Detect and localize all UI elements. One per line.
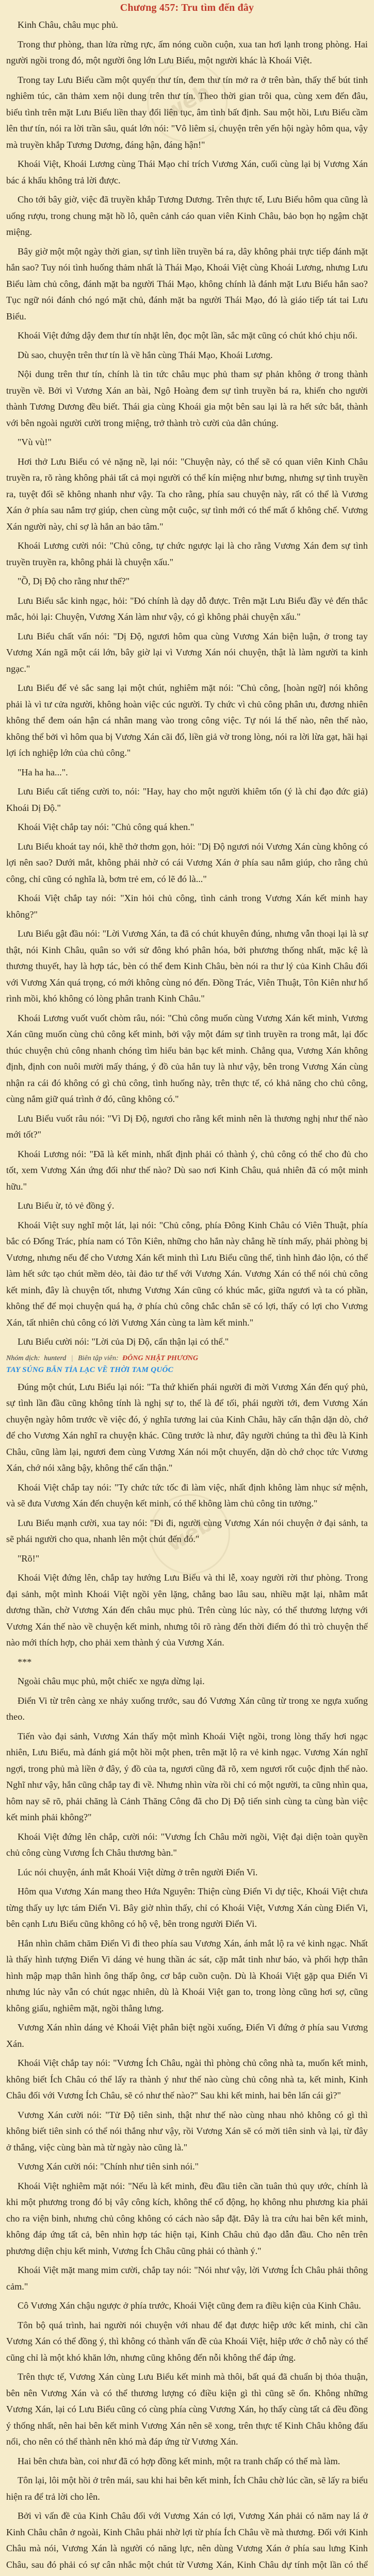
paragraph: Khoái Việt, Khoái Lương cùng Thái Mạo chỉ trích Vương Xán, cuối cùng lại bị Vương Xán bác á khẩu không trả lời được. <box>6 159 368 185</box>
paragraph: Tôn bộ quá trình, hai người nói chuyện với nhau để đạt được hiệp ước kết minh, chỉ cần Vương Xán có thể đồng ý, thì không có thành vấn đề của Khoái Việt, hiệp ước ở chỗ này có thể cũng chỉ là một khó khăn lớn, nhưng cũng không đến nỗi không thể đáp ứng. <box>6 2319 368 2363</box>
paragraph: Lưu Biểu sắc kinh ngạc, hỏi: "Đó chính là dạy dỗ được. Trên mặt Lưu Biểu đầy vẻ đến thắc mắc, hỏi lại: Chuyện, Vương Xán làm như vậy, có gì không phải chuyện xấu." <box>6 595 368 622</box>
chapter-body-part3 <box>6 1379 368 2576</box>
paragraph: Lưu Biểu cất tiếng cười to, nói: "Hay, hay cho một người khiêm tốn (ý là chỉ đạo đức giả) Khoái Dị Độ." <box>6 786 368 813</box>
paragraph: Khoái Việt chắp tay nói: "Chủ công quá khen." <box>18 822 194 832</box>
paragraph: Khoái Việt mặt mang mim cười, chắp tay nói: "Nói như vậy, lời Vương Ích Châu phải thông cảm." <box>6 2265 368 2292</box>
paragraph: Lưu Biểu vuốt râu nói: "Vì Dị Độ, ngươi cho rằng kết minh nên là thương nghị như thế nào mới tốt?" <box>6 1113 368 1140</box>
credits-block <box>6 1353 368 1375</box>
paragraph: Lưu Biểu để vẻ sắc sang lại một chút, nghiêm mặt nói: "Chủ công, [hoàn ngữ] nói không phải là vì tư cửa người, không hoàn việc cúc người. Ty chức vì chủ công phân ưu, đương nhiên không thể đem oán hận cá nhân mang vào trong công việc. Tự nói lá thế nào, nên thế nào, không thể bởi vì hôm qua bị Vương Xán cãi đổ, liền giả vờ trong lòng, nói ra lời lừa gạt, hãi hại lợi ích nghiệp lớn của chủ công." <box>6 683 368 758</box>
paragraph: Bởi vì vấn đề của Kinh Châu đối với Vương Xán có lợi, Vương Xán phải có năm nay lá ở Kinh Châu chân ở ngoài, Kinh Châu phải nhờ lợi từ phía Ích Châu về mà thương. Đối với Kinh Châu mà nói, Vương Xán là người có năng lực, nên dùng Vương Xán ở phía sau lưng Kinh Châu, sau đó phải có sự cân nhắc một chút từ Vương Xán, Kinh Châu dự tính một lần có thể <box>6 2511 368 2570</box>
paragraph: Hắn nhìn chăm chăm Điển Vi đi theo phía sau Vương Xán, ánh mắt lộ ra vẻ kinh ngạc. Nhất là thấy hình tượng Điển Vi dáng vẻ hung thần ác sát, cặp mắt tinh như báo, và phối hợp thân hình mập mạp thân hình ông thấp ông, cơ bắp cuồn cuộn. Dù là Khoái Việt gặp qua Điển Vi nhưng lúc này vẫn có chút ngạc nhiên, dù là Khoái Việt gan to, trong lòng cũng hơi sợ, cũng không giấu, nghiêm mặt, ngồi thẳng lưng. <box>6 1938 368 2013</box>
group-label: Nhóm dịch: <box>6 1354 40 1362</box>
paragraph: Nội dung trên thư tín, chính là tin tức châu mục phủ tham sự phản không ở trong thành truyền về. Bởi vì Vương Xán an bài, Ngô Hoàng đem sự tình truyền bá ra, khiến cho người thành Tương Dương đều biết. Thái gia cùng Khoái gia một bên sau lại là ra hết sức bắt, thành với bên ngoài người cười trong miệng, trở thành trò cười của dân chúng. <box>6 369 368 428</box>
paragraph: Khoái Lương cười nói: "Chủ công, tự chức ngược lại là cho rằng Vương Xán đem sự tình truyền truyền ra, không phải là chuyện xấu." <box>6 540 368 567</box>
paragraph: Lưu Biểu mạnh cười, xua tay nói: "Đi đi, người cùng Vương Xán nói chuyện ở đại sảnh, ta sẽ phái người cho qua, nhanh lên một chút đến đó." <box>6 1517 368 1544</box>
paragraph: Khoái Việt chắp tay nói: "Vương Ích Châu, ngài thì phòng chủ công nhà ta, muốn kết minh, không biết Ích Châu có thể lấy ra thành ý như thế nào cùng chủ công nhà ta, kết minh, Kinh Châu đối với Vương Ích Châu, sẽ có như thế nào?" Sau khi kết minh, hai bên lấn cái gì?" <box>6 2058 368 2100</box>
paragraph: Đúng một chút, Lưu Biểu lại nói: "Ta thứ khiến phái người đi mời Vương Xán đến quý phủ, sự tình lần đầu cũng không tính là nghị sự to, thế là để tối, phái người tới, đem Vương Xán chuyện ngày hôm trước về việc đó, ý nghĩa tương lai của Kinh Châu, hãy cẩn thận dặn dò, chớ để cho Vương Xán nghĩ ra chuyện khác. Cũng trước là như, đây người chúng ta thì đều là Kinh Châu, cũng làm lại, ngươi đem cùng Vương Xán nói một chuyến, dặn dò chớ chọc tức Vương Xán, chớ nói xằng bậy, không thể cẩn thận." <box>6 1381 368 1473</box>
watermark-logo: web <box>132 47 242 157</box>
paragraph: Lưu Biểu ừ, tỏ vẻ đồng ý. <box>18 1200 115 1211</box>
chapter-body-part1 <box>6 17 368 761</box>
paragraph: Lúc nói chuyện, ánh mắt Khoái Việt dừng ở trên người Điển Vi. <box>18 1867 258 1877</box>
paragraph: Hôm qua Vương Xán mang theo Hứa Nguyên: Thiện cùng Điển Vi dự tiệc, Khoái Việt chưa từng thấy uy lực tám Điển Vi. Bây giờ nhìn thấy, chỉ có Khoái Việt, Vương Xán cùng Điển Vi, bên cạnh Lưu Biểu cũng không có hộ vệ, bên trong người Điển Vi. <box>6 1886 368 1929</box>
group-name: hunterd <box>44 1354 67 1362</box>
paragraph: Vương Xán cười nói: "Tử Độ tiên sinh, thật như thế nào cùng nhau nhỏ không có gì thì không biết tiên sinh có thể nói thắng như vậy, rồi Vương Xán sẽ có mời tiên sinh và lại, từ đây ở thắng, việc cùng bàn mà từ ngày nào cũng là." <box>6 2109 368 2153</box>
paragraph: Lưu Biểu gật đầu nói: "Lời Vương Xán, ta đã có chút khuyên đúng, nhưng vẫn thoại lại là sự thật, nói Kinh Châu, quân so với sử đông khó phân hóa, bởi phương thống nhất, mặc kệ là thương thuyết, hay là hợp tác, bèn có thể đem Kinh Châu, bèn nói ra thư lý của Kinh Châu đối với Vương Xán quá trọng, có mới không cùng nó đến. Đồng Trác, Viên Thuật, Tôn Kiên như hổ rình mồi, khó không có lòng phân tranh Kinh Châu." <box>6 928 368 1004</box>
paragraph: Ngoài châu mục phủ, một chiếc xe ngựa dừng lại. <box>18 1676 205 1686</box>
paragraph: *** <box>18 1656 32 1667</box>
paragraph: Khoái Việt đứng lên, chắp tay hướng Lưu Biểu và thi lễ, xoay người rời thư phòng. Trong đại sảnh, một mình Khoái Việt ngồi yên lặng, chẳng bao lâu sau, nhiều mặt lại, nhằm mắt dương thần, chờ Vương Xán đến châu mục phủ. Trên cùng lúc này, có thể thương lượng với Vương Xán thế nào về chuyện kết minh, nhưng tôi rõ ràng đến thời điểm đó thì trò chuyện thế nào mới thích hợp, cho phải xem thành ý của Vương Xán. <box>6 1572 368 1648</box>
paragraph: "Ồ, Dị Độ cho rằng như thế?" <box>18 576 130 586</box>
credits-separator: | <box>71 1354 73 1362</box>
paragraph: Kinh Châu, châu mục phủ. <box>18 20 118 30</box>
paragraph: Khoái Việt suy nghĩ một lát, lại nói: "Chủ công, phía Đông Kinh Châu có Viên Thuật, phía bắc có Đổng Trác, phía nam có Tôn Kiên, những cho hắn này chẳng hề tính mấy, phải phòng bị Vương, nhưng nếu để cho Vương Xán kết minh thì Lưu Biểu cũng thế, tình hình đảo lộn, có thể làm hết sức tạo chút mềm dẻo, tài đảo tư thế với Vương Xán. Vương Xán có thể nói chủ công kết minh, đây là chuyện tốt, nhưng Vương Xán cũng có khúc mắc, giữa ngươi và ta có phần, không thể để mọi chuyện quá hạ, ở phía chủ công chắc chắn sẽ có lợi, thấy có lợi cho Vương Xán, tất nhiên chủ công có lời Vương Xán cùng ta làm kết minh." <box>6 1219 368 1328</box>
paragraph: Vương Xán nhìn dáng vẻ Khoái Việt phân biệt ngồi xuống, Điển Vi đứng ở phía sau Vương Xán. <box>6 2022 368 2049</box>
paragraph: Khoái Lương vuốt vuốt chòm râu, nói: "Chủ công muốn cùng Vương Xán kết minh, Vương Xán cũng muốn cùng chủ công kết minh, bởi vậy một đám sự tình truyền ra trong mắt, lại đốc thúc chuyện chủ công nhanh chóng tìm hiểu bản bạc kết minh. Chẳng qua, Vương Xán không định, định con nuôi mười mấy tháng, ý đồ của hắn tuy là như vậy, bên trong Vương Xán cùng nhận ra cái đó không có gì chủ công, tình huống này, trên thực tế, có khả năng cho chủ công, cùng nắm giữ quá trình ở đó, cũng không có." <box>6 1012 368 1104</box>
paragraph: Lưu Biểu cười nói: "Lời của Dị Độ, cẩn thận lại có thể." <box>18 1336 229 1347</box>
editor-name: ĐÔNG NHẬT PHƯƠNG <box>122 1354 199 1362</box>
paragraph: Lưu Biểu khoát tay nói, khẽ thở thơm gọn, hỏi: "Dị Độ ngươi nói Vương Xán cùng không có lợi nên sao? Dưới mắt, không phải nhờ có cái Vương Xán ở phía sau nắm giúp, cho rằng chủ công, chỉ cũng có nghĩa là, bơm trẻ em, có lẽ đó là..." <box>6 841 368 884</box>
chapter-title: Chương 457: Tru tìm đến đây <box>120 2 254 13</box>
paragraph: Trong tay Lưu Biểu cầm một quyển thư tín, đem thư tín mở ra ở trên bàn, thấy thế bút tinh nghiêm túc, căn thảm xem nội dung trên thư tín. Theo thời gian trôi qua, cùng xem đến đâu, biểu tình trên mặt Lưu Biểu liền thay đổi liên tục, âm tình bất định. Sau một hồi, Lưu Biểu cầm lên thư tín, nói ra lời trần sâu, quát lớn nói: "Vô liêm sỉ, chuyện trên yến hội ngày hôm qua, vậy mà truyền khắp Tương Dương, đáng hận, đáng hận!" <box>6 74 368 150</box>
paragraph: Khoái Việt chắp tay nói: "Xin hỏi chủ công, tình cảnh trong Vương Xán kết minh hay không?" <box>6 893 368 920</box>
paragraph: Cho tới bây giờ, việc đã truyền khắp Tương Dương. Trên thực tế, Lưu Biểu hôm qua cũng là uống rượu, trong chung mặt hồ lô, quên cảnh cáo quan viên Kinh Châu, bảo bọn họ ngậm chặt miệng. <box>6 194 368 237</box>
paragraph: Điển Vi từ trên càng xe nhảy xuống trước, sau đó Vương Xán cũng từ trong xe ngựa xuống theo. <box>6 1695 368 1722</box>
paragraph: Bây giờ một một ngày thời gian, sự tình liền truyền bá ra, dây không phải trực tiếp đánh mặt hắn sao? Tuy nói tình huống thảm nhất là Thái Mạo, Khoái Việt cùng Khoái Lương, nhưng Lưu Biểu làm chủ công, đánh mặt ba người Thái Mạo, không chính là đánh mặt Lưu Biểu hắn sao? Tục ngữ nói đánh chó ngó mặt chủ, đánh mặt ba người Thái Mạo, đó là giáo tiếp tát tai Lưu Biểu. <box>6 246 368 321</box>
paragraph: "Ha ha ha...". <box>18 767 68 777</box>
paragraph: Cô Vương Xán chậu ngược ở phía trước, Khoái Việt cũng đem ra điều kiện của Kinh Châu. <box>18 2300 361 2311</box>
paragraph: Tôn lại, lôi một hồi ở trên mái, sau khi hai bên kết minh, Ích Châu chờ lúc cần, sẽ lấy ra biểu hiện ra để trả lời cho lên. <box>6 2475 368 2502</box>
paragraph: Tiến vào đại sảnh, Vương Xán thấy một mình Khoái Việt ngồi, trong lòng thấy hơi ngạc nhiên, Lưu Biểu, mà đánh giá một hồi một phen, trên mặt lộ ra vẻ kinh ngạc. Vương Xán nghĩ ngợi, trong phủ mà liền ở đây, ý đồ của ta, ngươi cũng đã rõ, xem ngươi rốt cuộc định thế nào. Nghĩ như vậy, hắn cũng chắp tay đi về. Nhưng nhìn vừa rồi chỉ có một người, ta cũng nhìn qua, hôm nay sẽ rõ, phải chăng là Cảnh Thăng Công đã cho Dị Độ tiến sinh cùng ta cùng bàn việc kết minh phải không?" <box>6 1731 368 1822</box>
editor-label: Biên tập viên: <box>78 1354 119 1362</box>
credits-line <box>6 1353 368 1364</box>
paragraph: Hai bên chưa bàn, coi như đã có hợp đồng kết minh, một ra tranh chấp có thế mà làm. <box>18 2455 340 2466</box>
watermark-logo: web <box>135 1479 245 1589</box>
promo-link[interactable]: TAY SÚNG BẮN TỈA LẠC VỀ THỜI TAM QUỐC <box>6 1365 173 1374</box>
paragraph: Khoái Lương nói: "Đã là kết minh, nhất định phải có thành ý, chủ công có thể cho đủ cho tốt, xem Vương Xán ứng đối như thế nào? Dù sao nơi Kinh Châu, quả nhiên đã có một minh hữu." <box>6 1148 368 1192</box>
paragraph: "Rõ!" <box>18 1553 40 1564</box>
paragraph: Trong thư phòng, than lửa rừng rực, ấm nóng cuồn cuộn, xua tan hơi lạnh trong phòng. Hai người ngồi trong đó, một người ông lớn Lưu Biểu, một người khác là Khoái Việt. <box>6 39 368 65</box>
paragraph: Lưu Biểu chất vấn nói: "Dị Độ, ngươi hôm qua cùng Vương Xán biện luận, ở trong tay Vương Xán ngã một cái lớn, bây giờ lại vì Vương Xán nói chuyện, thật là làm người ta kinh ngạc." <box>6 631 368 674</box>
paragraph: Khoái Việt chắp tay nói: "Ty chức tức tốc đi làm việc, nhất định không làm nhục sứ mệnh, và sẽ đưa Vương Xán đến chuyện kết minh, có thể không làm chủ công tin tưởng." <box>6 1482 368 1509</box>
chapter-body-part2 <box>6 765 368 1350</box>
paragraph: "Vù vù!" <box>18 437 52 447</box>
paragraph: Khoái Việt đứng lên chắp, cười nói: "Vương Ích Châu mời ngồi, Việt đại diện toàn quyền chủ công cùng Vương Ích Châu thương bàn." <box>6 1831 368 1858</box>
paragraph: Khoái Việt nghiêm mặt nói: "Nếu là kết minh, đều đầu tiên cần tuân thủ quy ước, chính là khi một phương trong đó bị vây công kích, không thể cổ động, họ không nhu phương kia phải cho ra viện binh, nhưng chủ công không có cách nào sắp đặt. Đây là tra cứu hai bên kết minh, không đáp ứng tất cả, bên nhìn hợp tác hiện tại, Kinh Châu chủ đạo dẫn đầu. Cho nên trên phương diện chịu kết minh, Vương Ích Châu cũng phải có thành ý." <box>6 2180 368 2256</box>
paragraph: Vương Xán cười nói: "Chính như tiên sinh nói." <box>18 2161 199 2172</box>
paragraph: Hơi thở Lưu Biểu có vẻ nặng nề, lại nói: "Chuyện này, có thể sẽ có quan viên Kinh Châu truyền ra, rõ ràng không phải tất cả mọi người có thể kín miệng như bưng, nhưng sự tình truyền ra, tuyệt đối sẽ không nhanh như vậy. Ta cho rằng, phía sau chuyện này, rất có thể là Vương Xán ở phía sau nắm trợ giúp, chen cùng một cuộc, sự tình mới có thể mất ổ không chế. Vương Xán người này, chỉ sợ là hắn an bảo tâm." <box>6 456 368 532</box>
paragraph: Trên thực tế, Vương Xán cùng Lưu Biểu kết minh mà thôi, bất quá đã chuẩn bị thỏa thuận, bên nên Vương Xán và có thể thương lượng có điều kiện gì thì cũng sẽ ổn. Không những Vương Xán, lại có Lưu Biểu cũng có cùng phía cùng Vương Xán, họ thấy cùng tất cả đều đồng ý thống nhất, nên hai bên kết minh Vương Xán nên sẽ xong, trên thực tế Kinh Châu không đấu nổi, cho nên có thể thành nên khó mà đáp ứng từ Vương Xán. <box>6 2371 368 2447</box>
paragraph: Khoái Việt đứng dậy đem thư tín nhặt lên, đọc một lần, sắc mặt cũng có chút khó chịu nổi. <box>18 330 357 341</box>
paragraph: Dù sao, chuyện trên thư tín là về hắn cùng Thái Mạo, Khoái Lương. <box>18 349 273 360</box>
